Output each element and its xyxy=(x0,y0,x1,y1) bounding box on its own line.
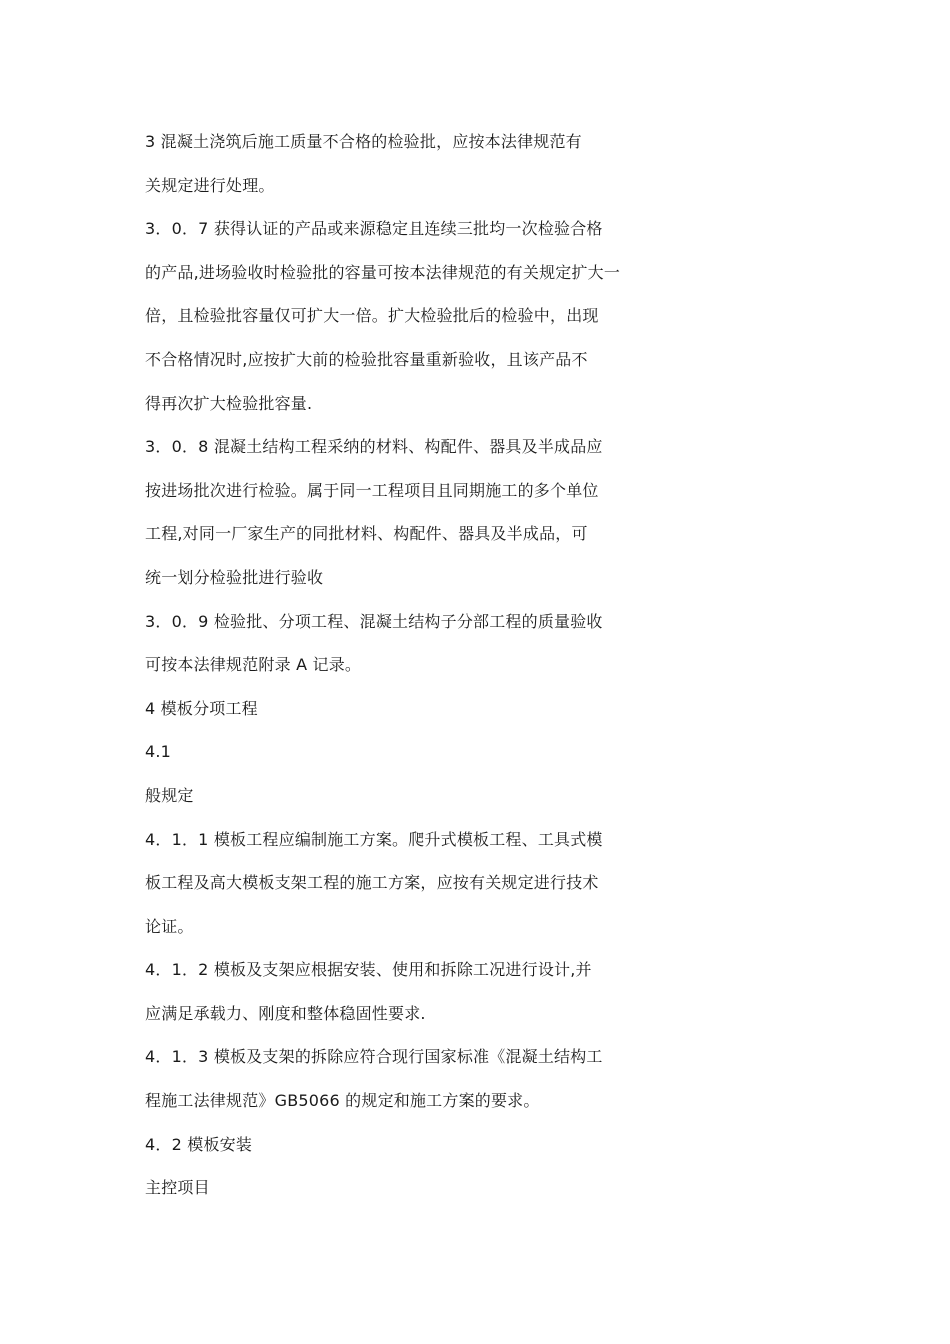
paragraph-line: 不合格情况时,应按扩大前的检验批容量重新验收，且该产品不 xyxy=(145,349,588,369)
section-number-4-1: 4.1 xyxy=(145,742,172,762)
subsection-heading: 主控项目 xyxy=(145,1178,210,1198)
clause-3-0-9-line: 3．0．9 检验批、分项工程、混凝土结构子分部工程的质量验收 xyxy=(145,611,603,631)
paragraph-line: 统一划分检验批进行验收 xyxy=(145,567,324,587)
section-title-4-1: 般规定 xyxy=(145,785,194,805)
paragraph-line: 工程,对同一厂家生产的同批材料、构配件、器具及半成品，可 xyxy=(145,524,588,544)
clause-3-0-8-line: 3．0．8 混凝土结构工程采纳的材料、构配件、器具及半成品应 xyxy=(145,437,603,457)
paragraph-line: 论证。 xyxy=(145,916,194,936)
paragraph-line: 按进场批次进行检验。属于同一工程项目且同期施工的多个单位 xyxy=(145,480,599,500)
paragraph-line: 应满足承载力、刚度和整体稳固性要求. xyxy=(145,1003,426,1023)
paragraph-line: 板工程及高大模板支架工程的施工方案，应按有关规定进行技术 xyxy=(145,873,599,893)
clause-4-1-1-line: 4．1．1 模板工程应编制施工方案。爬升式模板工程、工具式模 xyxy=(145,829,603,849)
paragraph-line: 关规定进行处理。 xyxy=(145,175,275,195)
clause-4-1-2-line: 4．1．2 模板及支架应根据安装、使用和拆除工况进行设计,并 xyxy=(145,960,592,980)
clause-4-1-3-line: 4．1．3 模板及支架的拆除应符合现行国家标准《混凝土结构工 xyxy=(145,1047,603,1067)
section-heading-4: 4 模板分项工程 xyxy=(145,698,258,718)
paragraph-line: 3 混凝土浇筑后施工质量不合格的检验批，应按本法律规范有 xyxy=(145,132,582,151)
clause-3-0-7-line: 3．0．7 获得认证的产品或来源稳定且连续三批均一次检验合格 xyxy=(145,219,603,239)
section-heading-4-2: 4．2 模板安装 xyxy=(145,1134,253,1154)
paragraph-line: 得再次扩大检验批容量. xyxy=(145,393,313,413)
paragraph-line: 可按本法律规范附录 A 记录。 xyxy=(145,655,362,675)
document-body xyxy=(145,120,685,1210)
paragraph-line: 的产品,进场验收时检验批的容量可按本法律规范的有关规定扩大一 xyxy=(145,262,621,282)
paragraph-line: 程施工法律规范》GB5066 的规定和施工方案的要求。 xyxy=(145,1091,540,1111)
paragraph-line: 倍，且检验批容量仅可扩大一倍。扩大检验批后的检验中，出现 xyxy=(145,306,599,326)
